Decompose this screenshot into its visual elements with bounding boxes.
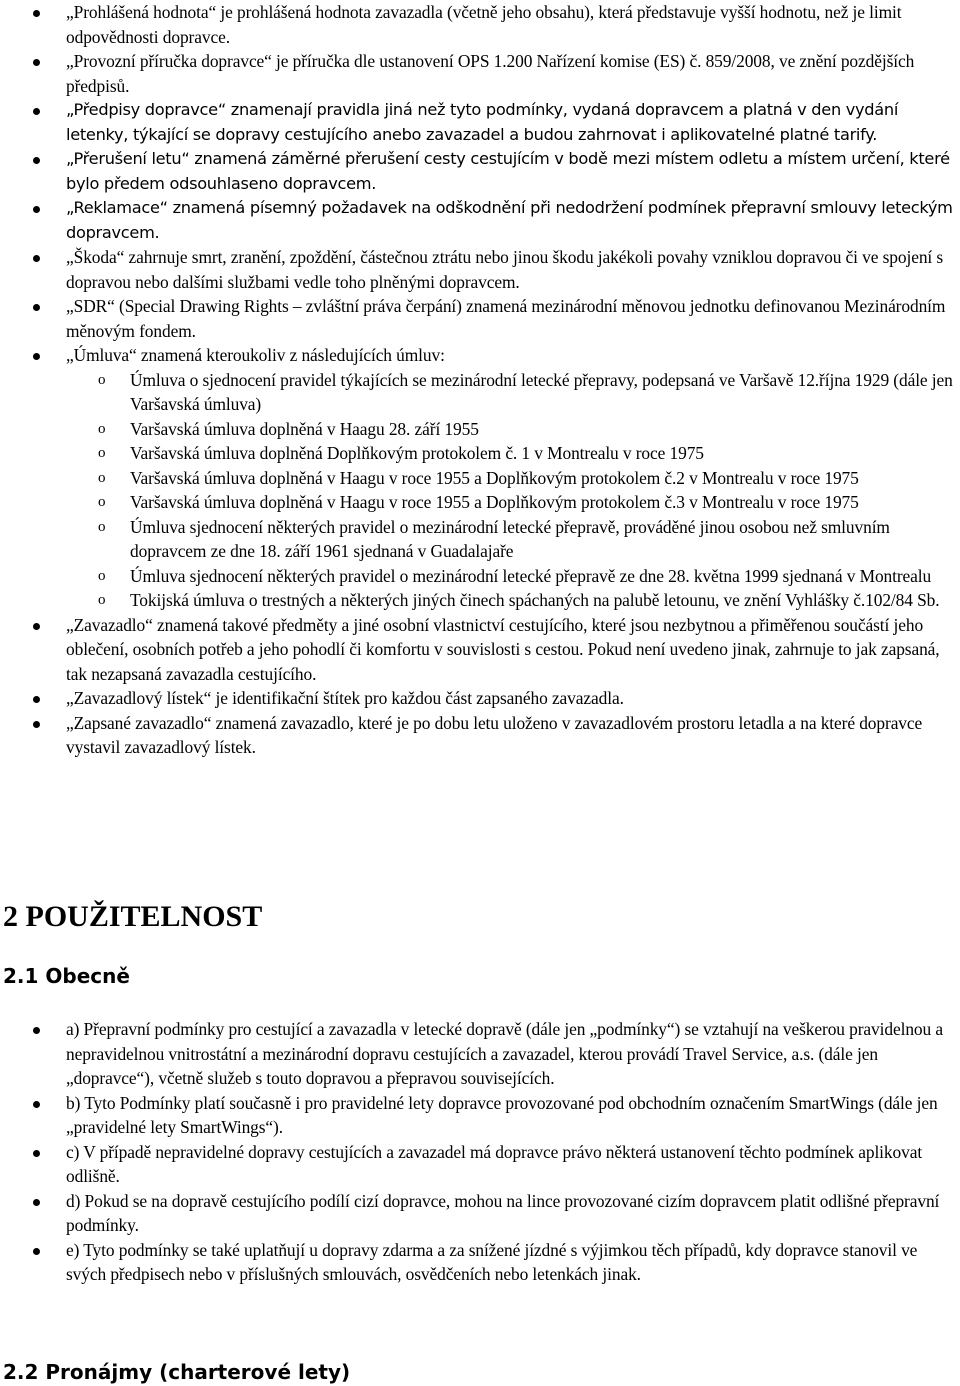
conventions-list bbox=[0, 368, 960, 613]
circle-bullet-icon: o bbox=[98, 567, 106, 584]
definition-term: „Zavazadlový lístek“ bbox=[66, 688, 212, 708]
bullet-icon bbox=[33, 304, 40, 311]
bullet-icon bbox=[33, 1027, 40, 1034]
circle-bullet-icon: o bbox=[98, 592, 106, 608]
definition-term: „Škoda“ bbox=[66, 247, 125, 267]
definition-term: „SDR“ bbox=[66, 296, 115, 316]
definition-provozni-prirucka bbox=[0, 49, 960, 98]
bullet-icon bbox=[33, 721, 40, 728]
definition-zapsane-zavazadlo bbox=[0, 711, 960, 760]
bullet-icon bbox=[33, 255, 40, 262]
convention-text: Tokijská úmluva o trestných a některých jiných činech spáchaných na palubě letounu, ve znění Vyhlášky č.102/84 Sb. bbox=[130, 590, 940, 610]
convention-item bbox=[0, 490, 960, 515]
convention-text: Varšavská úmluva doplněná v Haagu v roce 1955 a Doplňkovým protokolem č.2 v Montrealu v roce 1975 bbox=[130, 467, 859, 488]
definition-preruseni-letu bbox=[0, 147, 960, 196]
bullet-icon bbox=[33, 623, 40, 630]
convention-item bbox=[0, 466, 960, 491]
general-item-text: c) V případě nepravidelné dopravy cestujících a zavazadel má dopravce právo některá ustanovení těchto podmínek aplikovat odlišně. bbox=[66, 1141, 923, 1186]
bullet-icon bbox=[33, 1199, 40, 1206]
bullet-icon bbox=[33, 1150, 40, 1157]
definition-term: „Zapsané zavazadlo“ bbox=[66, 712, 212, 733]
definition-text: je identifikační štítek pro každou část zapsaného zavazadla. bbox=[211, 688, 624, 708]
bullet-icon bbox=[33, 696, 40, 703]
convention-item bbox=[0, 417, 960, 442]
definitions-list bbox=[0, 0, 960, 368]
convention-text: Varšavská úmluva doplněná Doplňkovým protokolem č. 1 v Montrealu v roce 1975 bbox=[130, 443, 704, 463]
circle-bullet-icon: o bbox=[98, 371, 106, 388]
definition-text: znamená takové předměty a jiné osobní vlastnictví cestujícího, které jsou nezbytnou a přiměřenou součástí jeho oblečení, osobních potřeb a jeho pohodlí či komfortu v souvislosti s cestou. Pokud není uvedeno jinak, zahrnuje to jak zapsaná, tak nezapsaná zavazadla cestujícího. bbox=[66, 614, 940, 684]
convention-text: Varšavská úmluva doplněná v Haagu 28. září 1955 bbox=[130, 418, 479, 439]
definition-text: znamená záměrné přerušení cesty cestujícím v bodě mezi místem odletu a místem určení, které bylo předem odsouhlaseno dopravcem. bbox=[66, 149, 950, 193]
bullet-icon bbox=[33, 157, 40, 164]
bullet-icon bbox=[33, 1101, 40, 1108]
convention-text: Varšavská úmluva doplněná v Haagu v roce 1955 a Doplňkovým protokolem č.3 v Montrealu v roce 1975 bbox=[130, 492, 859, 512]
circle-bullet-icon: o bbox=[98, 445, 106, 461]
definition-text: znamená zavazadlo, které je po dobu letu uloženo v zavazadlovém prostoru letadla a na které dopravce vystavil zavazadlový lístek. bbox=[66, 712, 923, 757]
bullet-icon bbox=[33, 353, 40, 360]
definition-zavazadlo bbox=[0, 613, 960, 687]
definition-skoda bbox=[0, 245, 960, 294]
definition-term: „Přerušení letu“ bbox=[66, 149, 190, 168]
definition-text: je prohlášená hodnota zavazadla (včetně jeho obsahu), která představuje vyšší hodnotu, než je limit odpovědnosti dopravce. bbox=[66, 2, 902, 47]
circle-bullet-icon: o bbox=[98, 469, 106, 486]
convention-item bbox=[0, 368, 960, 417]
general-item bbox=[0, 1238, 960, 1287]
circle-bullet-icon: o bbox=[98, 518, 106, 535]
section-title: 2 POUŽITELNOST bbox=[3, 900, 263, 933]
definition-term: „Předpisy dopravce“ bbox=[66, 100, 226, 119]
bullet-icon bbox=[33, 1248, 40, 1255]
subsection-title-general: 2.1 Obecně bbox=[3, 964, 130, 988]
definition-umluva bbox=[0, 343, 960, 368]
convention-item bbox=[0, 564, 960, 589]
convention-item bbox=[0, 588, 960, 613]
general-item bbox=[0, 1189, 960, 1238]
definition-term: „Zavazadlo“ bbox=[66, 614, 153, 635]
convention-text: Úmluva sjednocení některých pravidel o mezinárodní letecké přepravě ze dne 28. května 1999 sjednaná v Montrealu bbox=[130, 565, 932, 586]
definition-reklamace bbox=[0, 196, 960, 245]
general-item-text: b) Tyto Podmínky platí současně i pro pravidelné lety dopravce provozované pod obchodním označením SmartWings (dále jen „pravidelné lety SmartWings“). bbox=[66, 1092, 938, 1137]
definition-term: „Reklamace“ bbox=[66, 198, 168, 217]
definition-text: znamená písemný požadavek na odškodnění při nedodržení podmínek přepravní smlouvy leteckým dopravcem. bbox=[66, 198, 953, 242]
general-block bbox=[0, 1017, 960, 1287]
definition-term: „Úmluva“ bbox=[66, 345, 137, 365]
general-list bbox=[0, 1017, 960, 1287]
general-item-text: e) Tyto podmínky se také uplatňují u dopravy zdarma a za snížené jízdné s výjimkou těch případů, kdy dopravce stanovil ve svých předpisech nebo v příslušných smlouvách, osvědčeních nebo letenkách jinak. bbox=[66, 1239, 918, 1284]
convention-text: Úmluva sjednocení některých pravidel o mezinárodní letecké přepravě, prováděné jinou osobou než smluvním dopravcem ze dne 18. září 1961 sjednaná v Guadalajaře bbox=[130, 516, 890, 561]
definition-text: znamenají pravidla jiná než tyto podmínky, vydaná dopravcem a platná v den vydání letenky, týkající se dopravy cestujícího anebo zavazadel a budou zahrnovat i aplikovatelné platné tarify. bbox=[66, 100, 899, 144]
general-item-text: d) Pokud se na dopravě cestujícího podílí cizí dopravce, mohou na lince provozované cizím dopravcem platit odlišné přepravní podmínky. bbox=[66, 1190, 940, 1235]
bullet-icon bbox=[33, 108, 40, 115]
bullet-icon bbox=[33, 59, 40, 66]
general-item bbox=[0, 1140, 960, 1189]
convention-item bbox=[0, 441, 960, 466]
convention-text: Úmluva o sjednocení pravidel týkajících se mezinárodní letecké přepravy, podepsaná ve Varšavě 12.října 1929 (dále jen Varšavská úmluva) bbox=[130, 369, 953, 414]
definition-sdr bbox=[0, 294, 960, 343]
circle-bullet-icon: o bbox=[98, 494, 106, 510]
definition-prohlasena-hodnota bbox=[0, 0, 960, 49]
definition-term: „Provozní příručka dopravce“ bbox=[66, 51, 272, 71]
definition-text: znamená kteroukoliv z následujících úmluv: bbox=[136, 345, 445, 365]
general-item bbox=[0, 1091, 960, 1140]
definition-term: „Prohlášená hodnota“ bbox=[66, 2, 217, 22]
definition-text: (Special Drawing Rights – zvláštní práva čerpání) znamená mezinárodní měnovou jednotku definovanou Mezinárodním měnovým fondem. bbox=[66, 296, 946, 341]
definition-text: zahrnuje smrt, zranění, zpoždění, částečnou ztrátu nebo jinou škodu jakékoli povahy vzniklou dopravou či ve spojení s dopravou nebo dalšími službami vedle toho plněnými dopravcem. bbox=[66, 247, 944, 292]
definition-text: je příručka dle ustanovení OPS 1.200 Nařízení komise (ES) č. 859/2008, ve znění pozdějších předpisů. bbox=[66, 51, 915, 96]
circle-bullet-icon: o bbox=[98, 420, 106, 437]
subsection-title-charter: 2.2 Pronájmy (charterové lety) bbox=[3, 1360, 351, 1384]
bullet-icon bbox=[33, 206, 40, 213]
general-item bbox=[0, 1017, 960, 1091]
definition-predpisy-dopravce bbox=[0, 98, 960, 147]
convention-item bbox=[0, 515, 960, 564]
definition-zavazadlovy-listek bbox=[0, 686, 960, 711]
general-item-text: a) Přepravní podmínky pro cestující a zavazadla v letecké dopravě (dále jen „podmínky“) se vztahují na veškerou pravidelnou a nepravidelnou vnitrostátní a mezinárodní dopravu cestujících a zavazadel, kterou provádí Travel Service, a.s. (dále jen „dopravce“), včetně služeb s touto dopravou a přepravou souvisejících. bbox=[66, 1019, 943, 1088]
bullet-icon bbox=[33, 10, 40, 17]
definitions-list-continued bbox=[0, 613, 960, 760]
